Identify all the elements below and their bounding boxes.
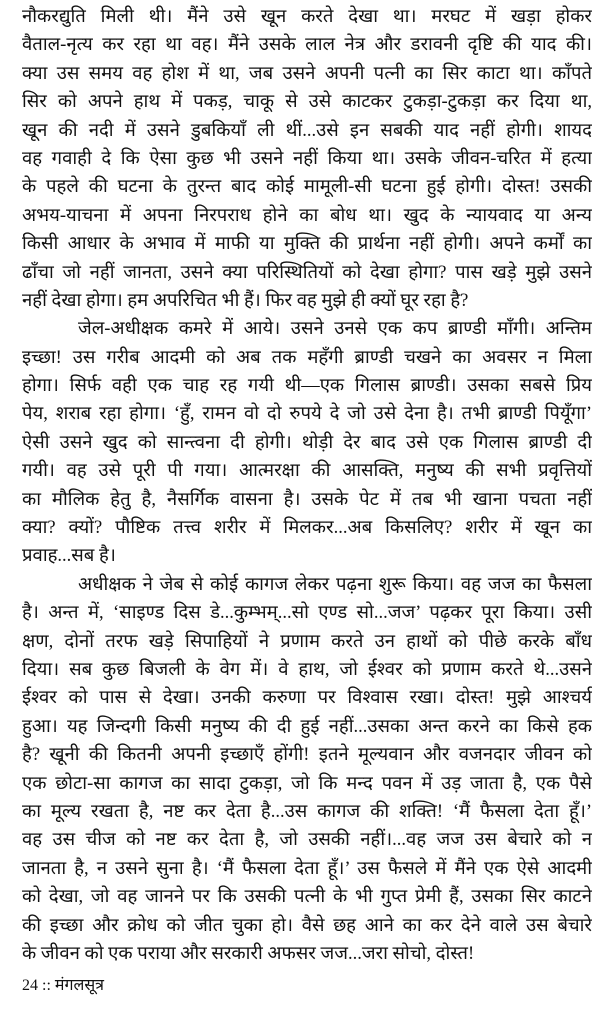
text-line: होगा। सिर्फ वही एक चाह रह गयी थी—एक गिलास ब्राण्डी। उसका सबसे प्रिय <box>22 376 592 397</box>
text-line: का मौलिक हेतु है, नैसर्गिक वासना है। उसके पेट में तब भी खाना पचता नहीं <box>22 489 592 510</box>
text-line: का मूल्य रखता है, नष्ट कर देता है...उस कागज की शक्ति! ‘मैं फैसला देता हूँ।’ <box>22 801 592 822</box>
text-line: जानता है, न उसने सुना है। ‘मैं फैसला देता हूँ।’ उस फैसले में मैंने एक ऐसे आदमी <box>22 858 592 879</box>
text-line: है। अन्त में, ‘साइण्ड दिस डे...कुम्भम्...सो एण्ड सो...जज’ पढ़कर पूरा किया। उसी <box>22 603 592 624</box>
text-line: नौकरद्युति मिली थी। मैंने उसे खून करते देखा था। मरघट में खड़ा होकर <box>22 7 592 27</box>
text-line: नहीं देखा होगा। हम अपरिचित भी हैं। फिर वह मुझे ही क्यों घूर रहा है? <box>22 290 469 311</box>
text-line: ढाँचा जो नहीं जानता, उसने क्या परिस्थितियों को देखा होगा? पास खड़े मुझे उसने <box>22 262 592 283</box>
text-line: पेय, शराब रहा होगा। ‘हुँ, रामन वो दो रुपये दे जो उसे देना है। तभी ब्राण्डी पियूँगा’ <box>22 404 592 425</box>
text-line: इच्छा! उस गरीब आदमी को अब तक महँगी ब्राण्डी चखने का अवसर न मिला <box>22 347 592 368</box>
page-body <box>22 3 592 968</box>
text-line: क्या? क्यों? पौष्टिक तत्त्व शरीर में मिलकर...अब किसलिए? शरीर में खून का <box>22 518 592 539</box>
page-number: 24 <box>22 977 38 994</box>
paragraph <box>22 315 592 571</box>
text-line: क्षण, दोनों तरफ खड़े सिपाहियों ने प्रणाम करते उन हाथों को पीछे करके बाँध <box>22 631 592 652</box>
page-footer <box>22 973 104 995</box>
footer-separator: :: <box>42 977 51 994</box>
text-line: एक छोटा-सा कागज का सादा टुकड़ा, जो कि मन्द पवन में उड़ जाता है, एक पैसे <box>22 773 592 794</box>
text-line: जेल-अधीक्षक कमरे में आये। उसने उनसे एक कप ब्राण्डी माँगी। अन्तिम <box>78 319 592 340</box>
text-line: ऐसी उसने खुद को सान्त्वना दी होगी। थोड़ी देर बाद उसे एक गिलास ब्राण्डी दी <box>22 432 592 453</box>
text-line: गयी। वह उसे पूरी पी गया। आत्मरक्षा की आसक्ति, मनुष्य की सभी प्रवृत्तियों <box>22 461 592 482</box>
text-line: अभय-याचना में अपना निरपराध होने का बोध था। खुद के न्यायवाद या अन्य <box>22 205 592 226</box>
text-line: के पहले की घटना के तुरन्त बाद कोई मामूली-सी घटना हुई होगी। दोस्त! उसकी <box>22 177 592 198</box>
text-line: है? खूनी की कितनी अपनी इच्छाएँ होंगी! इतने मूल्यवान और वजनदार जीवन को <box>22 745 592 766</box>
text-line: सिर को अपने हाथ में पकड़, चाकू से उसे काटकर टुकड़ा-टुकड़ा कर दिया था, <box>22 92 592 113</box>
text-line: वह उस चीज को नष्ट कर देता है, जो उसकी नहीं।...वह जज उस बेचारे को न <box>22 830 592 851</box>
text-line: हुआ। यह जिन्दगी किसी मनुष्य की दी हुई नहीं...उसका अन्त करने का किसे हक <box>22 716 592 737</box>
text-line: वैताल-नृत्य कर रहा था वह। मैंने उसके लाल नेत्र और डरावनी दृष्टि की याद की। <box>22 35 592 56</box>
text-line: दिया। सब कुछ बिजली के वेग में। वे हाथ, जो ईश्वर को प्रणाम करते थे...उसने <box>22 659 592 680</box>
text-line: के जीवन को एक पराया और सरकारी अफसर जज...जरा सोचो, दोस्त! <box>22 943 475 964</box>
paragraph <box>22 571 592 968</box>
text-line: किसी आधार के अभाव में माफी या मुक्ति की प्रार्थना नहीं होगी। अपने कर्मों का <box>22 234 592 255</box>
book-title: मंगलसूत्र <box>54 977 104 994</box>
text-line: वह गवाही दे कि ऐसा कुछ भी उसने नहीं किया था। उसके जीवन-चरित में हत्या <box>22 148 592 169</box>
text-line: की इच्छा और क्रोध को जीत चुका हो। वैसे छह आने का कर देने वाले उस बेचारे <box>22 915 592 936</box>
text-line: प्रवाह...सब है। <box>22 546 116 567</box>
text-line: ईश्वर को पास से देखा। उनकी करुणा पर विश्वास रखा। दोस्त! मुझे आश्चर्य <box>22 688 592 709</box>
paragraph <box>22 3 592 315</box>
text-line: को देखा, जो वह जानने पर कि उसकी पत्नी के भी गुप्त प्रेमी हैं, उसका सिर काटने <box>22 887 592 908</box>
text-line: क्या उस समय वह होश में था, जब उसने अपनी पत्नी का सिर काटा था। काँपते <box>22 63 592 84</box>
text-line: खून की नदी में उसने डुबकियाँ ली थीं...उसे इन सबकी याद नहीं होगी। शायद <box>22 120 592 141</box>
text-line: अधीक्षक ने जेब से कोई कागज लेकर पढ़ना शुरू किया। वह जज का फैसला <box>78 574 592 595</box>
